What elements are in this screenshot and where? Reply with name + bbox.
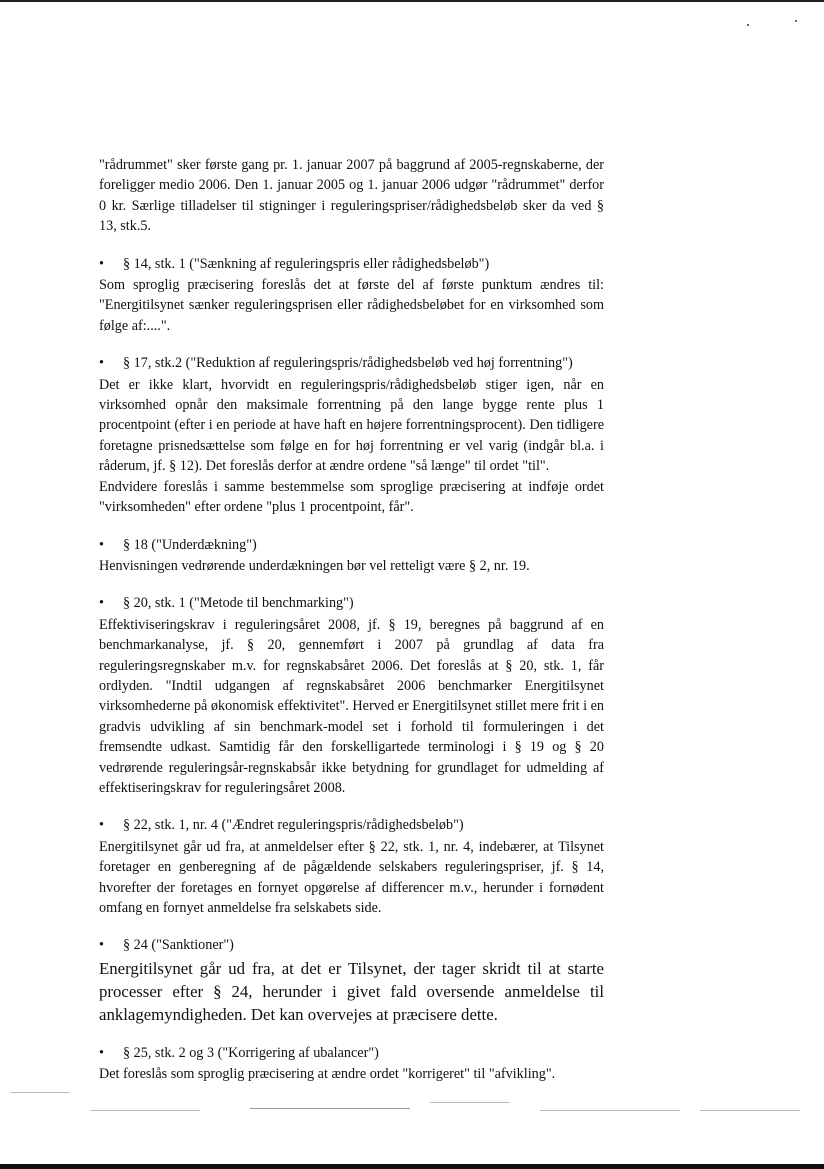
scan-noise-band [0,1080,824,1120]
section-paragraph: Henvisningen vedrørende underdækningen bør vel retteligt være § 2, nr. 19. [99,557,530,574]
section-heading: • § 20, stk. 1 ("Metode til benchmarking") [99,593,604,613]
bullet-icon: • [99,817,104,834]
section-paragraph: Energitilsynet går ud fra, at anmeldelser efter § 22, stk. 1, nr. 4, indebærer, at Tilsynet foretager en genberegning af de pågældende selskabers reguleringspriser, jf. § 14, hvorefter der foretages en fornyet opgørelse af differencer m.v., herunder i fornødent omfang en fornyet anmeldelse fra selskabets side. [99,838,604,916]
bullet-icon: • [99,595,104,612]
scan-artifact [430,1102,510,1103]
section-18 [99,535,604,577]
bullet-icon: • [99,355,104,372]
section-17 [99,353,604,517]
section-paragraph: Som sproglig præcisering foreslås det at første del af første punktum ændres til: "Energitilsynet sænker reguleringsprisen eller rådighedsbeløbet for en virksomhed som følge af:....". [99,277,604,334]
section-paragraph: Endvidere foreslås i samme bestemmelse som sproglige præcisering at indføje ordet "virksomheden" efter ordene "plus 1 procentpoint, får". [99,478,604,516]
bullet-icon: • [99,536,104,553]
scan-speck [795,20,797,22]
scan-artifact [10,1092,70,1093]
scan-artifact [90,1110,200,1111]
section-25 [99,1043,604,1085]
section-24 [99,935,604,1025]
bullet-icon: • [99,255,104,272]
section-paragraph: Det foreslås som sproglig præcisering at ændre ordet "korrigeret" til "afvikling". [99,1066,556,1083]
scan-artifact [540,1110,680,1111]
scan-artifact [250,1108,410,1109]
section-20 [99,593,604,798]
section-22 [99,815,604,918]
section-heading: • § 25, stk. 2 og 3 ("Korrigering af ubalancer") [99,1043,604,1063]
section-heading: • § 24 ("Sanktioner") [99,935,604,955]
section-heading: • § 18 ("Underdækning") [99,535,604,555]
scan-artifact [700,1110,800,1111]
section-paragraph: Energitilsynet går ud fra, at det er Tilsynet, der tager skridt til at starte processer efter § 24, herunder i givet fald oversende anmeldelse til anklagemyndigheden. Det kan overvejes at præcisere dette. [99,958,604,1024]
document-body [99,155,604,1102]
scan-top-edge [0,0,824,2]
scan-bottom-edge [0,1164,824,1169]
section-paragraph: Det er ikke klart, hvorvidt en reguleringspris/rådighedsbeløb stiger igen, når en virksomhed opnår den maksimale forrentning på den lange bygge rente plus 1 procentpoint (efter i en periode at have haft en højere forrentningsprocent). Den tidligere foretagne prisnedsættelse som følge en for høj forrentning er vel varig (indgår bl.a. i råderum, jf. § 12). Det foreslås derfor at ændre ordene "så længe" til ordet "til". [99,376,604,475]
section-heading: • § 22, stk. 1, nr. 4 ("Ændret reguleringspris/rådighedsbeløb") [99,815,604,835]
scan-speck [747,24,749,26]
section-14 [99,254,604,337]
intro-paragraph: "rådrummet" sker første gang pr. 1. januar 2007 på baggrund af 2005-regnskaberne, der foreligger medio 2006. Den 1. januar 2005 og 1. januar 2006 udgør "rådrummet" derfor 0 kr. Særlige tilladelser til stigninger i reguleringspriser/rådighedsbeløb sker da ved § 13, stk.5. [99,157,604,235]
bullet-icon: • [99,1044,104,1061]
section-paragraph: Effektiviseringskrav i reguleringsåret 2008, jf. § 19, beregnes på baggrund af en benchmarkanalyse, jf. § 20, gennemført i 2007 på grundlag af data fra reguleringsregnskaber m.v. for regnskabsåret 2006. Det foreslås at § 20, stk. 1, får ordlyden. "Indtil udgangen af regnskabsåret 2006 benchmarker Energitilsynet virksomhederne på økonomisk effektivitet". Herved er Energitilsynet stillet mere frit i en gradvis udvikling af sin benchmark-model set i forhold til formuleringen i det fremsendte udkast. Samtidig får den forskelligartede terminologi i § 19 og § 20 vedrørende reguleringsår-regnskabsår ikke betydning for grundlaget for udmelding af effektiseringskrav for reguleringsåret 2008. [99,616,604,796]
bullet-icon: • [99,937,104,954]
section-heading: • § 17, stk.2 ("Reduktion af reguleringspris/rådighedsbeløb ved høj forrentning") [99,353,604,373]
section-heading: • § 14, stk. 1 ("Sænkning af reguleringspris eller rådighedsbeløb") [99,254,604,274]
